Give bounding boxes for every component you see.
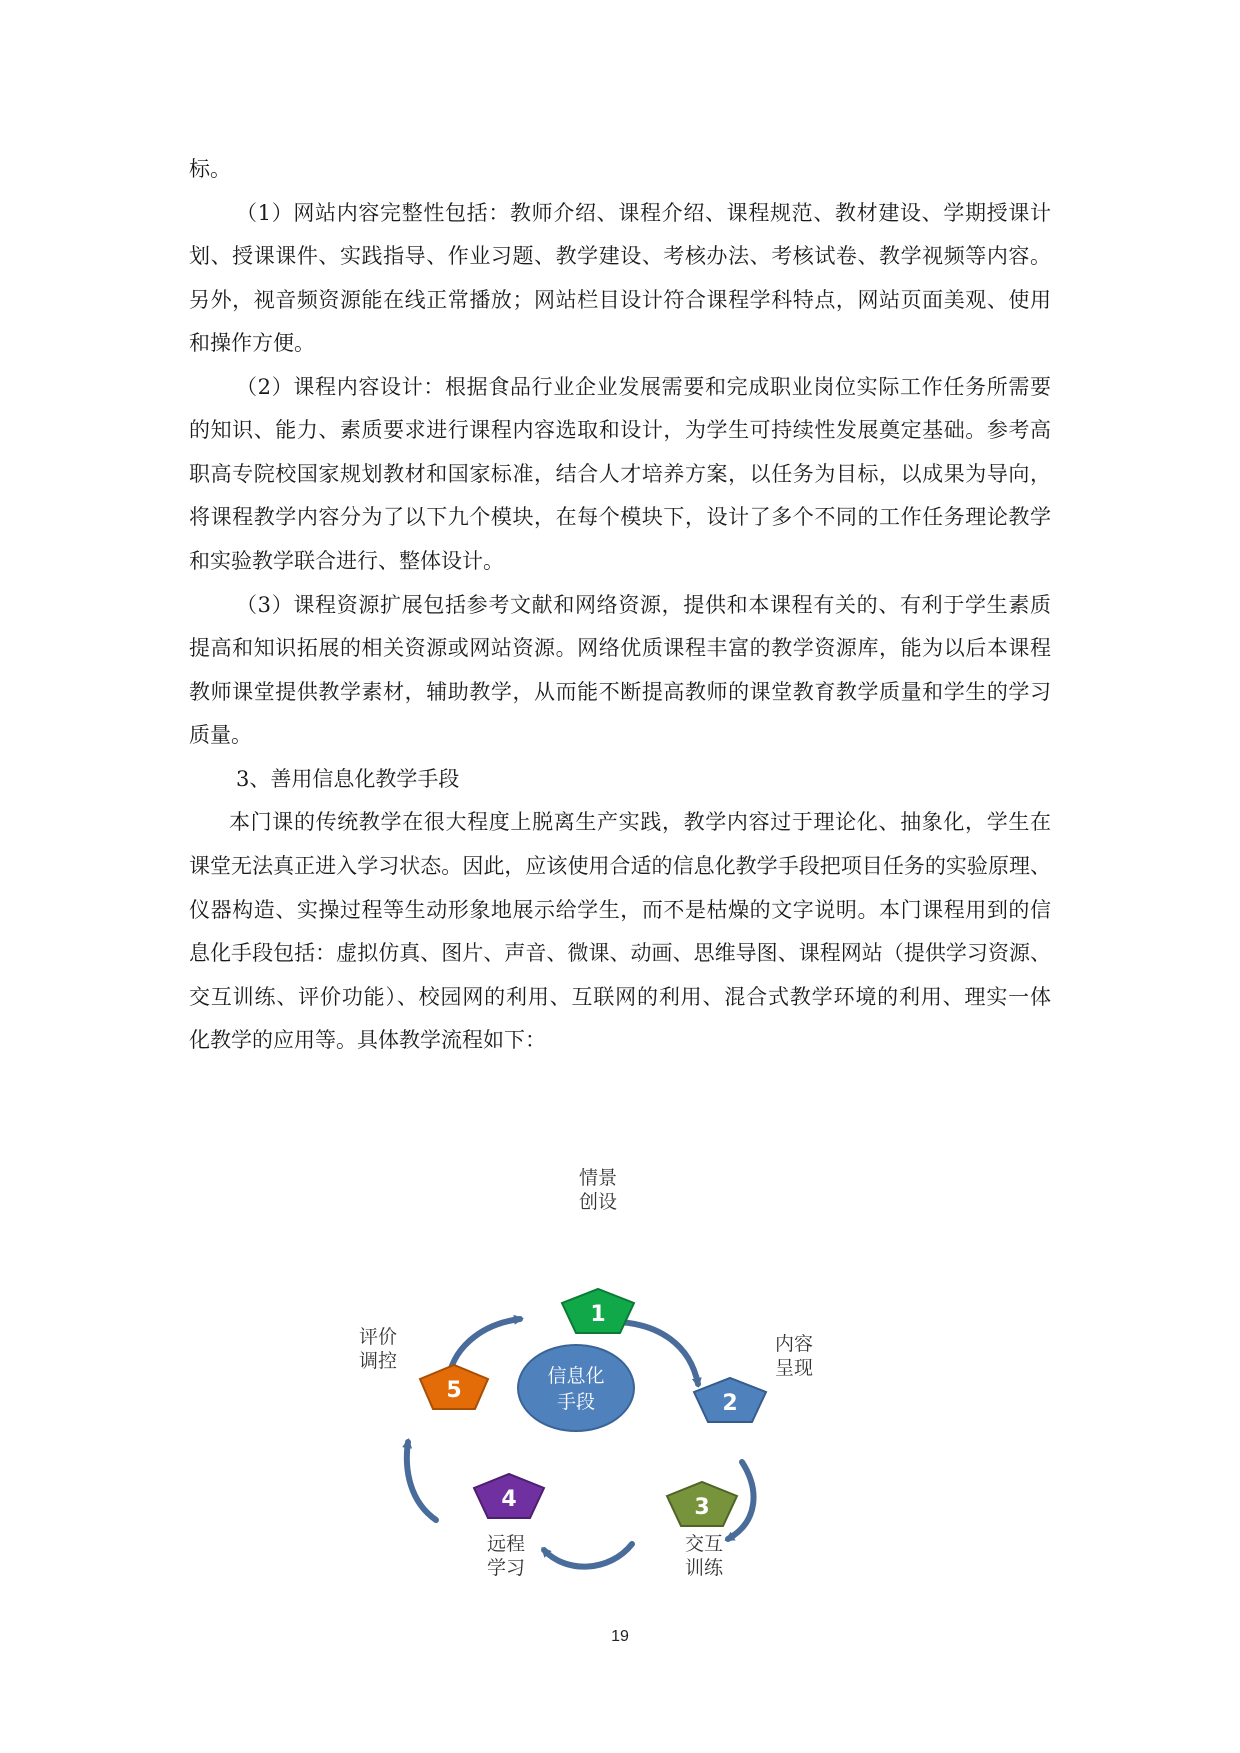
step-1-label: 情景 创设 bbox=[578, 1167, 617, 1213]
center-label: 信息化 bbox=[547, 1365, 605, 1387]
teaching-flow-diagram bbox=[358, 1167, 860, 1582]
center-label: 手段 bbox=[556, 1391, 596, 1413]
text-line: 质量。 bbox=[189, 723, 252, 747]
svg-text:2: 2 bbox=[722, 1391, 738, 1416]
section-heading: 3、善用信息化教学手段 bbox=[236, 767, 460, 791]
text-line: 将课程教学内容分为了以下九个模块，在每个模块下，设计了多个不同的工作任务理论教学 bbox=[189, 505, 1051, 529]
center-ellipse bbox=[518, 1345, 634, 1431]
svg-text:5: 5 bbox=[446, 1378, 462, 1403]
diagram-canvas bbox=[380, 1182, 860, 1582]
text-line: （3）课程资源扩展包括参考文献和网络资源，提供和本课程有关的、有利于学生素质 bbox=[236, 593, 1051, 617]
text-line: 课堂无法真正进入学习状态。因此，应该使用合适的信息化教学手段把项目任务的实验原理、 bbox=[189, 854, 1051, 878]
svg-text:3: 3 bbox=[694, 1495, 710, 1520]
text-line: 另外，视音频资源能在线正常播放；网站栏目设计符合课程学科特点，网站页面美观、使用 bbox=[189, 288, 1051, 312]
text-line: 划、授课课件、实践指导、作业习题、教学建设、考核办法、考核试卷、教学视频等内容。 bbox=[189, 244, 1051, 268]
step-2 bbox=[694, 1378, 766, 1422]
step-4-label: 远程 学习 bbox=[486, 1533, 525, 1579]
text-line: 仪器构造、实操过程等生动形象地展示给学生，而不是枯燥的文字说明。本门课程用到的信 bbox=[189, 898, 1051, 922]
step-1 bbox=[562, 1289, 634, 1333]
step-2-label: 内容 呈现 bbox=[774, 1333, 813, 1379]
page-number: 19 bbox=[611, 1628, 629, 1645]
flow-arrow bbox=[544, 1544, 632, 1567]
step-3 bbox=[667, 1482, 737, 1526]
text-line: 标。 bbox=[189, 157, 231, 181]
text-line: 教师课堂提供教学素材，辅助教学，从而能不断提高教师的课堂教育教学质量和学生的学习 bbox=[189, 680, 1051, 704]
text-line: 和操作方便。 bbox=[189, 331, 315, 355]
step-5-label: 评价 调控 bbox=[358, 1326, 397, 1372]
text-line: （1）网站内容完整性包括：教师介绍、课程介绍、课程规范、教材建设、学期授课计 bbox=[236, 201, 1051, 225]
text-line: 化教学的应用等。具体教学流程如下： bbox=[189, 1028, 546, 1052]
svg-text:4: 4 bbox=[501, 1487, 517, 1512]
text-line: 的知识、能力、素质要求进行课程内容选取和设计，为学生可持续性发展奠定基础。参考高 bbox=[189, 418, 1051, 442]
text-line: 提高和知识拓展的相关资源或网站资源。网络优质课程丰富的教学资源库，能为以后本课程 bbox=[189, 636, 1051, 660]
step-5 bbox=[420, 1365, 488, 1409]
step-4 bbox=[474, 1474, 544, 1518]
text-line: （2）课程内容设计：根据食品行业企业发展需要和完成职业岗位实际工作任务所需要 bbox=[236, 375, 1051, 399]
text-line: 和实验教学联合进行、整体设计。 bbox=[189, 549, 504, 573]
text-line: 息化手段包括：虚拟仿真、图片、声音、微课、动画、思维导图、课程网站（提供学习资源、 bbox=[189, 941, 1051, 965]
flow-arrow bbox=[407, 1442, 436, 1520]
svg-text:1: 1 bbox=[590, 1302, 606, 1327]
step-3-label: 交互 训练 bbox=[684, 1533, 723, 1579]
text-line: 交互训练、评价功能）、校园网的利用、互联网的利用、混合式教学环境的利用、理实一体 bbox=[189, 985, 1051, 1009]
text-line: 职高专院校国家规划教材和国家标准，结合人才培养方案，以任务为目标，以成果为导向， bbox=[189, 462, 1051, 486]
text-line: 本门课的传统教学在很大程度上脱离生产实践，教学内容过于理论化、抽象化，学生在 bbox=[229, 810, 1051, 834]
